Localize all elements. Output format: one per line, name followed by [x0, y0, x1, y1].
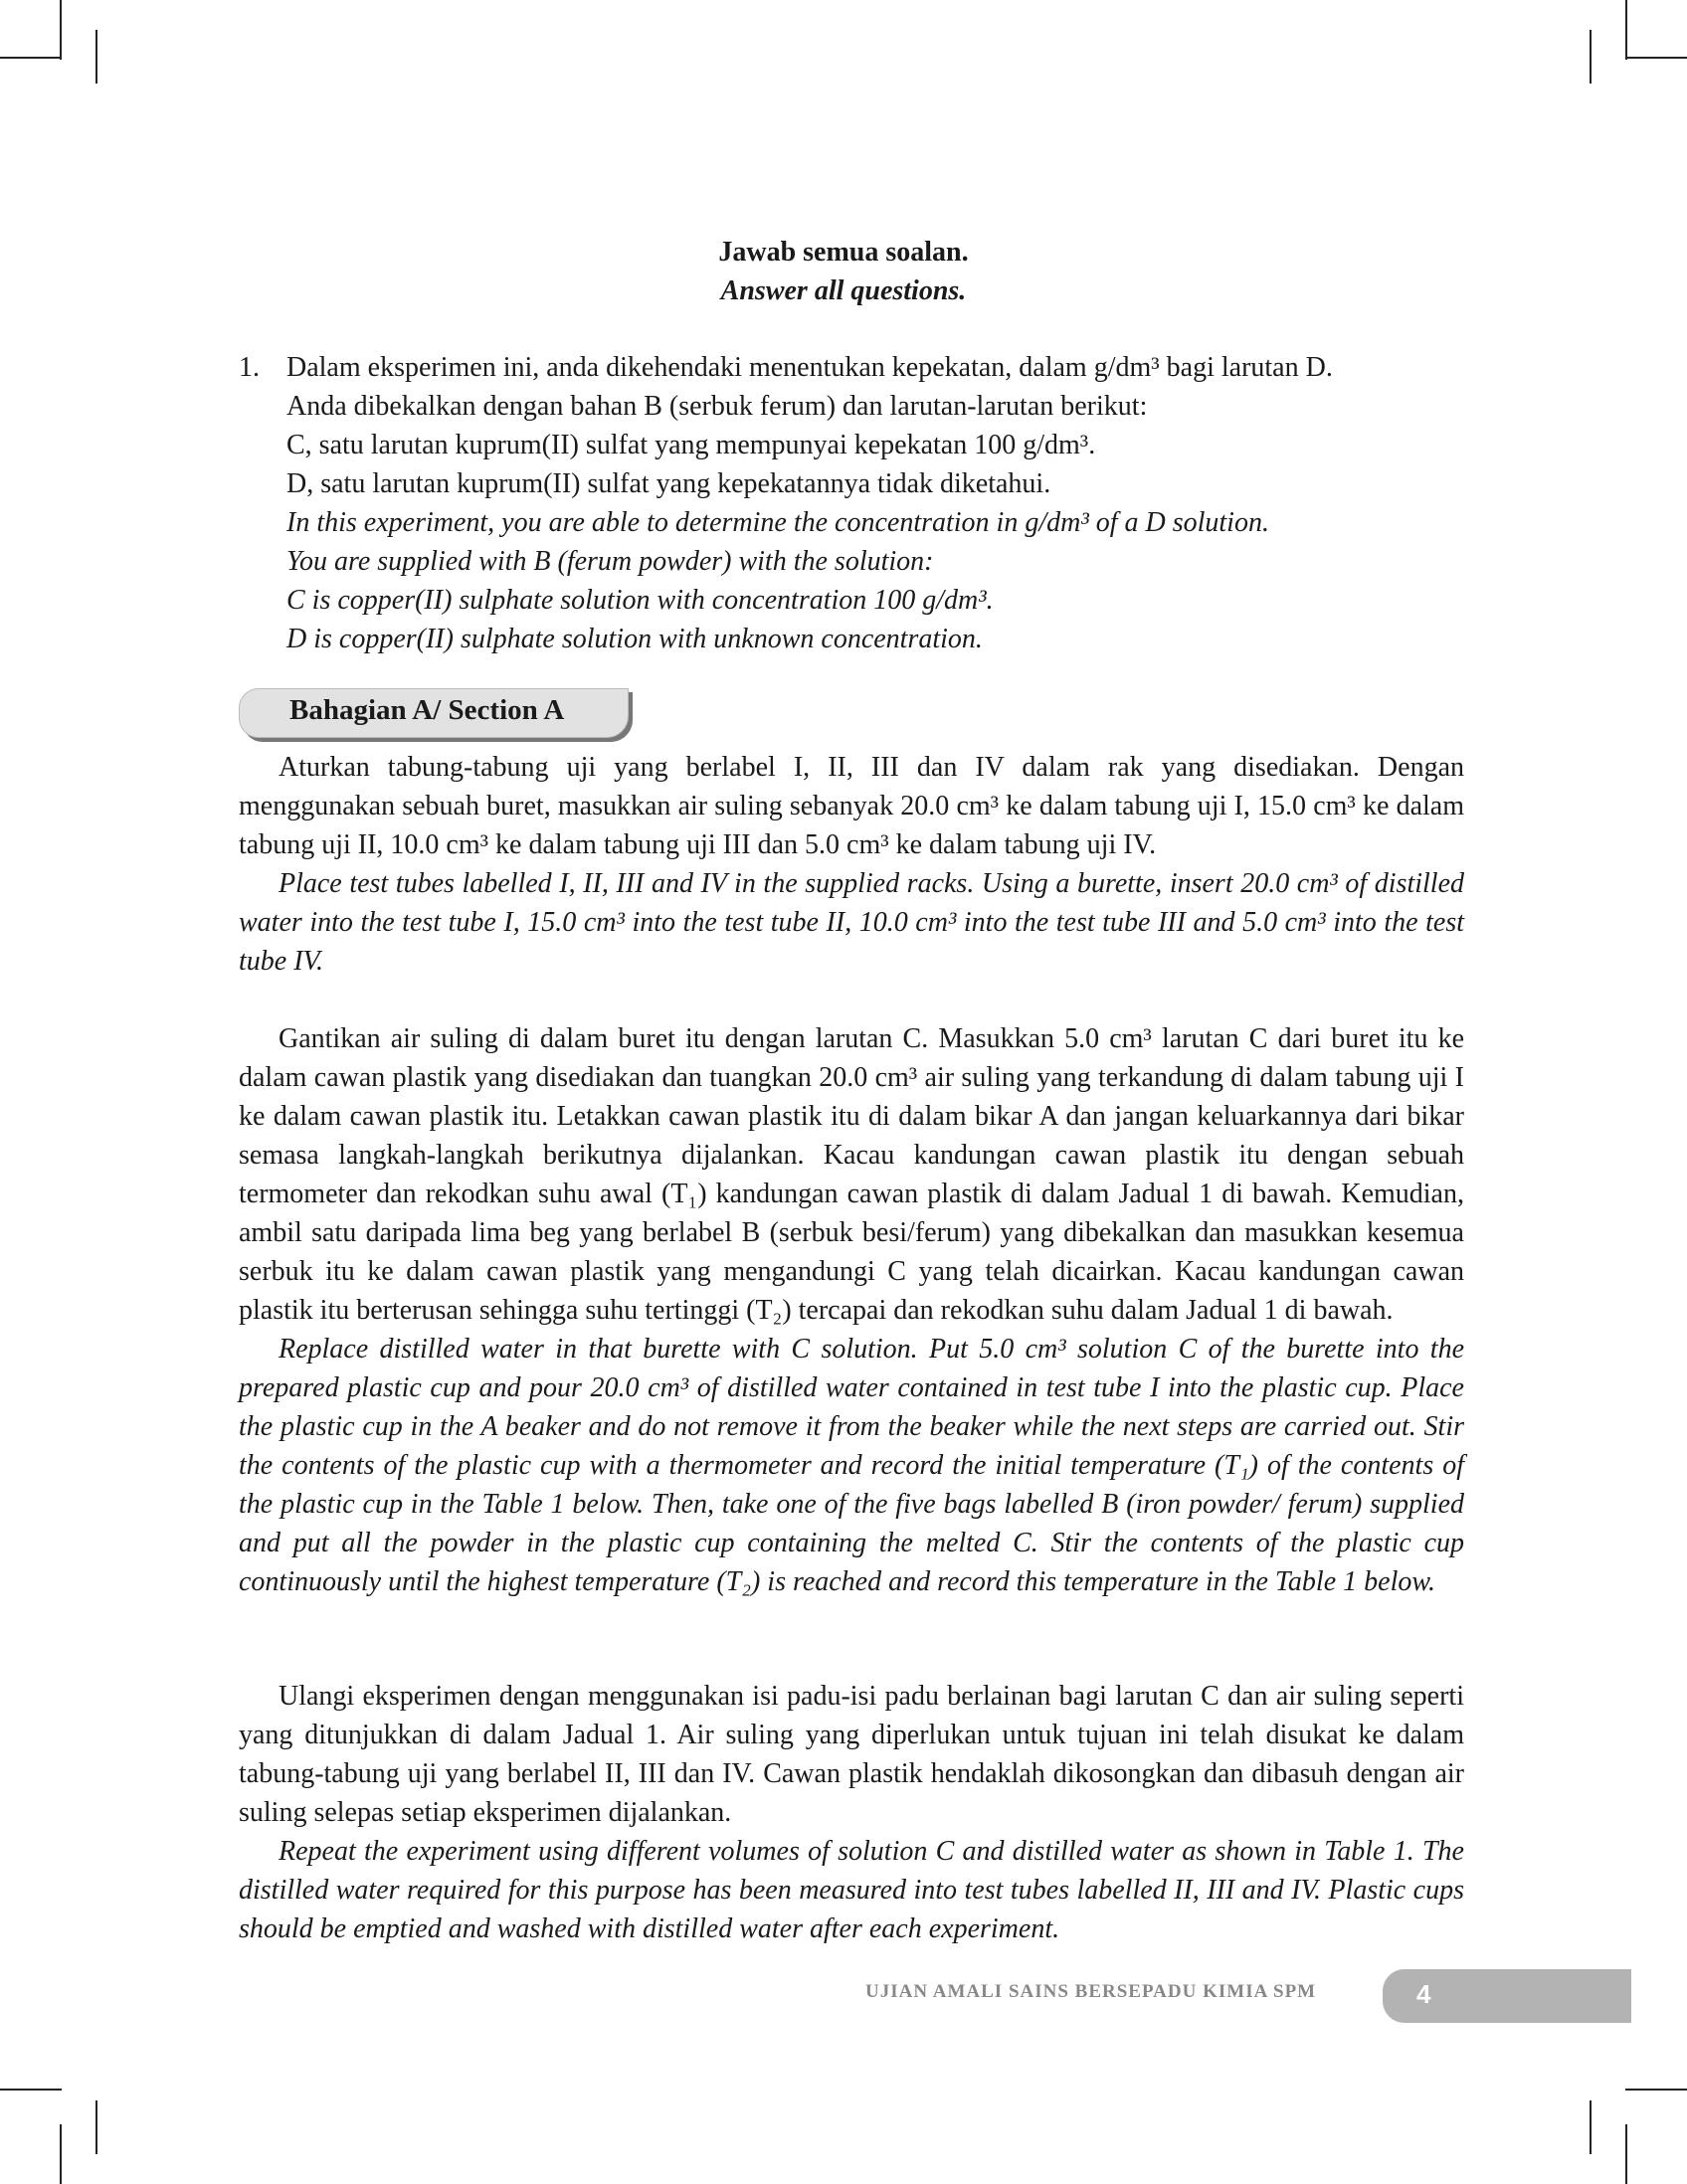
heading-malay: Jawab semua soalan. [718, 237, 969, 268]
question-body [286, 348, 1480, 658]
paragraph-english: Place test tubes labelled I, II, III and IV in the supplied racks. Using a burette, insert 20.0 cm³ of distilled water into the test tube I, 15.0 cm³ into the test tube II, 10.0 cm³ into the test tube III and 5.0 cm³ into the test tube IV. [239, 868, 1464, 977]
instruction-paragraph-1 [239, 748, 1464, 981]
question-line: Dalam eksperimen ini, anda dikehendaki menentukan kepekatan, dalam g/dm³ bagi larutan D. [286, 352, 1333, 383]
crop-mark [95, 2100, 97, 2154]
crop-mark [1590, 2100, 1592, 2154]
question-line-english: You are supplied with B (ferum powder) with the solution: [286, 546, 934, 577]
crop-mark [1625, 2089, 1687, 2091]
crop-mark [0, 2089, 62, 2091]
paragraph-english: Repeat the experiment using different volumes of solution C and distilled water as shown in Table 1. The distilled water required for this purpose has been measured into test tubes labelled II, III and IV. Plastic cups should be emptied and washed with distilled water after each experiment. [239, 1836, 1464, 1944]
crop-mark [0, 57, 62, 59]
crop-mark [60, 0, 62, 60]
crop-mark [95, 30, 97, 84]
question-line-english: C is copper(II) sulphate solution with concentration 100 g/dm³. [286, 585, 994, 616]
heading-english: Answer all questions. [720, 275, 967, 306]
crop-mark [1625, 57, 1687, 59]
paragraph-malay: Gantikan air suling di dalam buret itu dengan larutan C. Masukkan 5.0 cm³ larutan C dari buret itu ke dalam cawan plastik yang disediakan dan tuangkan 20.0 cm³ air suling yang terkandung di dalam tabung uji I ke dalam cawan plastik itu. Letakkan cawan plastik itu di dalam bikar A dan jangan keluarkannya dari bikar semasa langkah-langkah berikutnya dijalankan. Kacau kandungan cawan plastik itu dengan sebuah termometer dan rekodkan suhu awal (T₁) kandungan cawan plastik di dalam Jadual 1 di bawah. Kemudian, ambil satu daripada lima beg yang berlabel B (serbuk besi/ferum) yang dibekalkan dan masukkan kesemua serbuk itu ke dalam cawan plastik yang mengandungi C yang telah dicairkan. Kacau kandungan cawan plastik itu berterusan sehingga suhu tertinggi (T₂) tercapai dan rekodkan suhu dalam Jadual 1 di bawah. [239, 1023, 1464, 1326]
paragraph-malay: Aturkan tabung-tabung uji yang berlabel I, II, III dan IV dalam rak yang disediakan. Dengan menggunakan sebuah buret, masukkan air suling sebanyak 20.0 cm³ ke dalam tabung uji I, 15.0 cm³ ke dalam tabung uji II, 10.0 cm³ ke dalam tabung uji III dan 5.0 cm³ ke dalam tabung uji IV. [239, 752, 1464, 860]
paragraph-malay: Ulangi eksperimen dengan menggunakan isi padu-isi padu berlainan bagi larutan C dan air suling seperti yang ditunjukkan di dalam Jadual 1. Air suling yang diperlukan untuk tujuan ini telah disukat ke dalam tabung-tabung uji yang berlabel II, III dan IV. Cawan plastik hendaklah dikosongkan dan dibasuh dengan air suling selepas setiap eksperimen dijalankan. [239, 1681, 1464, 1828]
instruction-paragraph-3 [239, 1677, 1464, 1948]
crop-mark [1625, 2124, 1627, 2184]
instruction-heading [0, 233, 1687, 310]
section-label: Bahagian A/ Section A [289, 694, 565, 726]
question-line: Anda dibekalkan dengan bahan B (serbuk ferum) dan larutan-larutan berikut: [286, 391, 1148, 422]
footer-title: UJIAN AMALI SAINS BERSEPADU KIMIA SPM [865, 1981, 1317, 2002]
instruction-paragraph-2 [239, 1019, 1464, 1601]
crop-mark [1590, 30, 1592, 84]
question-line: D, satu larutan kuprum(II) sulfat yang kepekatannya tidak diketahui. [286, 468, 1051, 499]
crop-mark [1625, 0, 1627, 60]
paragraph-english: Replace distilled water in that burette with C solution. Put 5.0 cm³ solution C of the burette into the prepared plastic cup and pour 20.0 cm³ of distilled water contained in test tube I into the plastic cup. Place the plastic cup in the A beaker and do not remove it from the beaker while the next steps are carried out. Stir the contents of the plastic cup with a thermometer and record the initial temperature (T₁) of the contents of the plastic cup in the Table 1 below. Then, take one of the five bags labelled B (iron powder/ ferum) supplied and put all the powder in the plastic cup containing the melted C. Stir the contents of the plastic cup continuously until the highest temperature (T₂) is reached and record this temperature in the Table 1 below. [239, 1334, 1464, 1597]
question-number: 1. [239, 352, 260, 383]
page-number: 4 [1416, 1979, 1431, 2009]
question-line: C, satu larutan kuprum(II) sulfat yang mempunyai kepekatan 100 g/dm³. [286, 430, 1096, 460]
crop-mark [60, 2124, 62, 2184]
section-a-tab [239, 688, 629, 738]
question-line-english: D is copper(II) sulphate solution with unknown concentration. [286, 624, 983, 654]
question-line-english: In this experiment, you are able to determine the concentration in g/dm³ of a D solution. [286, 507, 1269, 538]
page-number-tab [1383, 1969, 1631, 2023]
